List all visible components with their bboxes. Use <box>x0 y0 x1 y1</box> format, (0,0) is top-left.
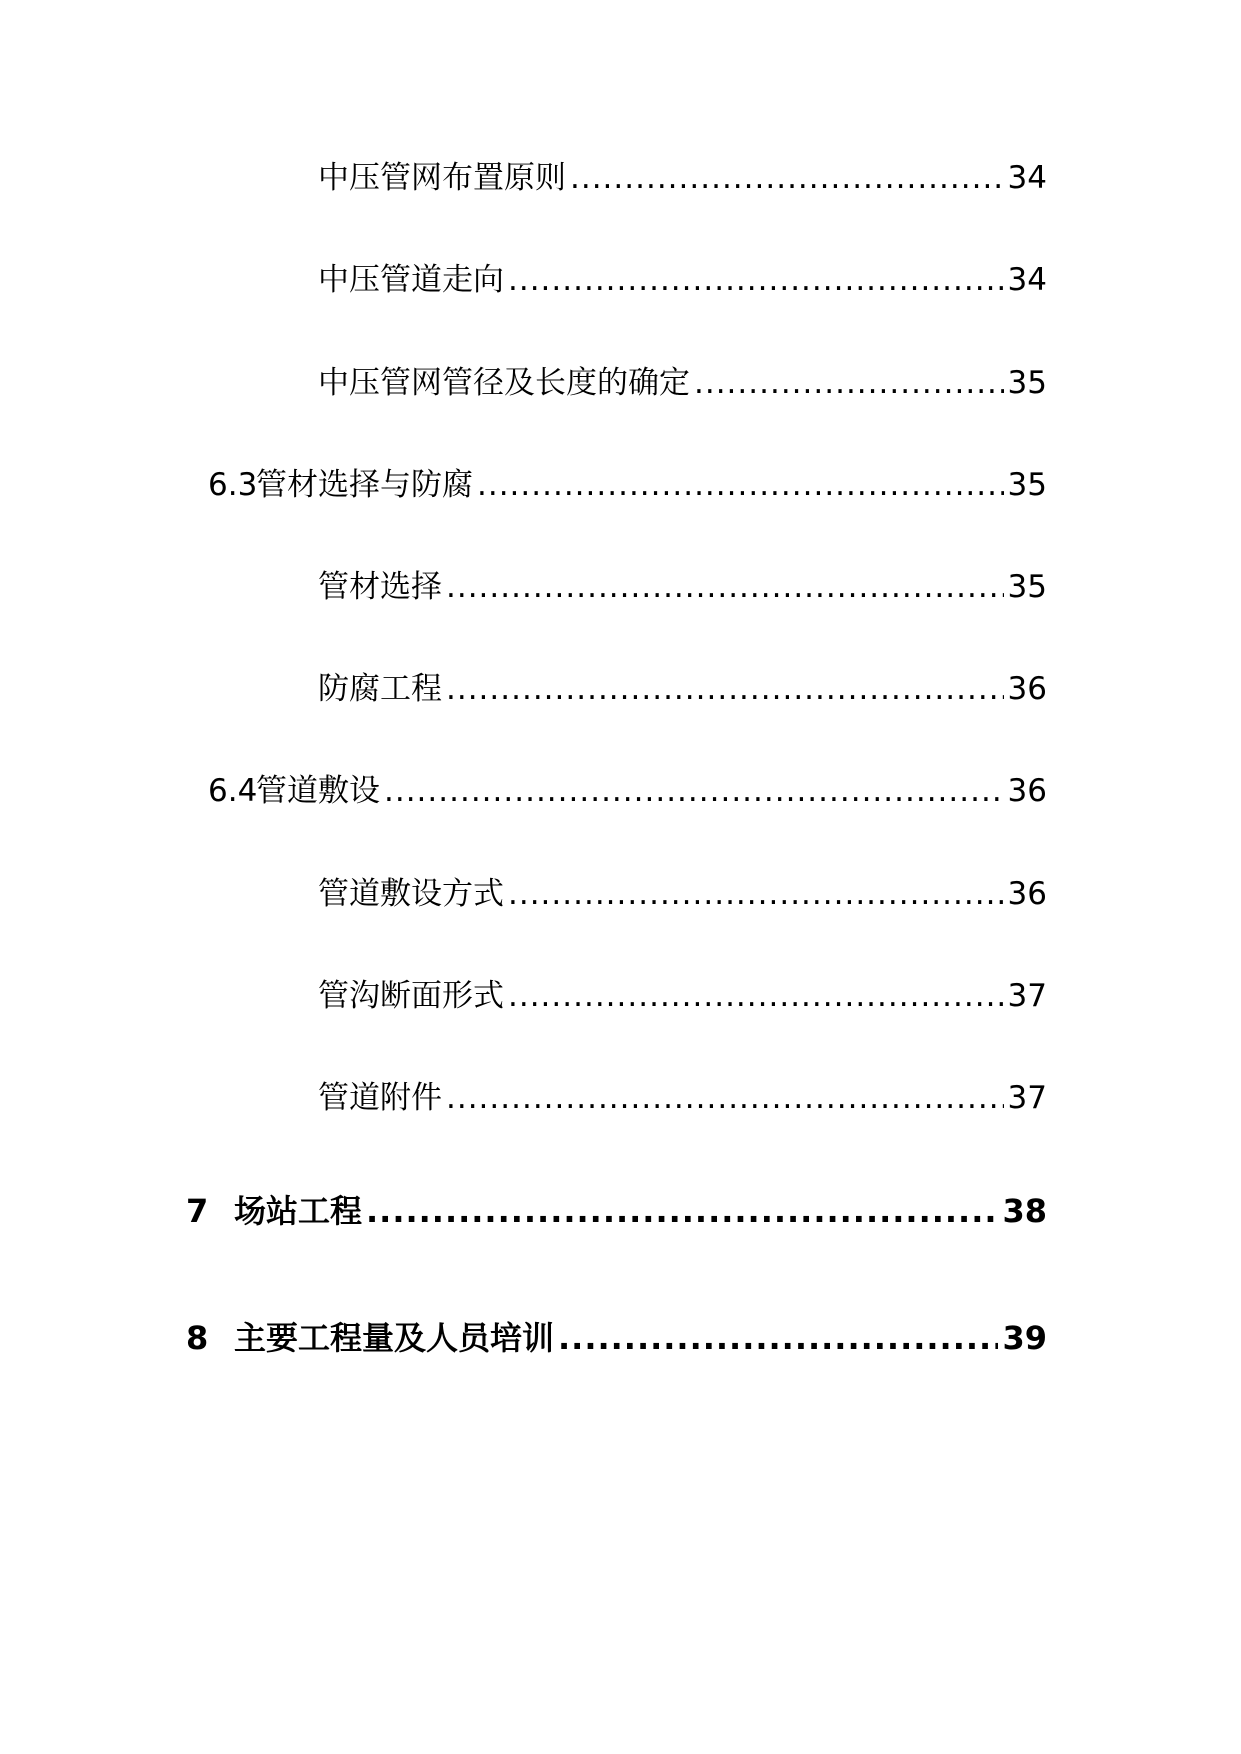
toc-entry-number: 8 <box>186 1319 209 1357</box>
toc-entry-number: 6.4 <box>208 773 258 809</box>
toc-entry-number: 7 <box>186 1192 209 1230</box>
toc-chapter-entry[interactable] <box>186 1186 1047 1236</box>
toc-entry-number: 6.3 <box>208 467 258 503</box>
toc-chapter-entry[interactable] <box>186 1313 1047 1363</box>
toc-entry[interactable] <box>318 153 1047 203</box>
toc-entry-title: 管道敷设方式 <box>318 876 504 912</box>
toc-dot-leader <box>446 664 1004 714</box>
toc-entry-title: 场站工程 <box>234 1192 363 1230</box>
toc-entry[interactable] <box>318 869 1047 919</box>
toc-entry-page: 39 <box>1002 1319 1047 1357</box>
toc-entry-page: 37 <box>1007 1080 1047 1116</box>
toc-dot-leader <box>558 1313 998 1363</box>
toc-entry-title: 管道附件 <box>318 1080 442 1116</box>
toc-entry-page: 34 <box>1007 160 1047 196</box>
toc-entry[interactable] <box>318 1073 1047 1123</box>
toc-entry[interactable] <box>318 562 1047 612</box>
toc-dot-leader <box>446 1073 1004 1123</box>
toc-entry-page: 35 <box>1007 365 1047 401</box>
toc-entry[interactable] <box>208 766 1047 816</box>
toc-entry[interactable] <box>318 255 1047 305</box>
toc-entry[interactable] <box>318 971 1047 1021</box>
toc-entry-title: 中压管网管径及长度的确定 <box>318 365 690 401</box>
toc-entry-title: 防腐工程 <box>318 671 442 707</box>
toc-entry-page: 35 <box>1007 467 1047 503</box>
toc-entry-title: 中压管道走向 <box>318 262 504 298</box>
toc-dot-leader <box>477 460 1004 510</box>
toc-entry-title: 中压管网布置原则 <box>318 160 566 196</box>
toc-dot-leader <box>508 255 1004 305</box>
toc-dot-leader <box>446 562 1004 612</box>
toc-entry-page: 38 <box>1002 1192 1047 1230</box>
toc-dot-leader <box>694 358 1004 408</box>
toc-entry-title: 管沟断面形式 <box>318 978 504 1014</box>
toc-entry-page: 36 <box>1007 876 1047 912</box>
toc-entry-title: 管材选择与防腐 <box>256 467 473 503</box>
toc-entry-page: 34 <box>1007 262 1047 298</box>
toc-entry-page: 37 <box>1007 978 1047 1014</box>
toc-dot-leader <box>508 869 1004 919</box>
toc-entry-page: 36 <box>1007 671 1047 707</box>
toc-dot-leader <box>366 1186 998 1236</box>
toc-entry[interactable] <box>318 664 1047 714</box>
toc-entry[interactable] <box>318 358 1047 408</box>
toc-dot-leader <box>508 971 1004 1021</box>
toc-dot-leader <box>570 153 1004 203</box>
toc-entry-page: 35 <box>1007 569 1047 605</box>
toc-entry-page: 36 <box>1007 773 1047 809</box>
toc-entry[interactable] <box>208 460 1047 510</box>
toc-entry-title: 管材选择 <box>318 569 442 605</box>
toc-entry-title: 管道敷设 <box>256 773 380 809</box>
toc-dot-leader <box>384 766 1004 816</box>
toc-entry-title: 主要工程量及人员培训 <box>234 1319 555 1357</box>
